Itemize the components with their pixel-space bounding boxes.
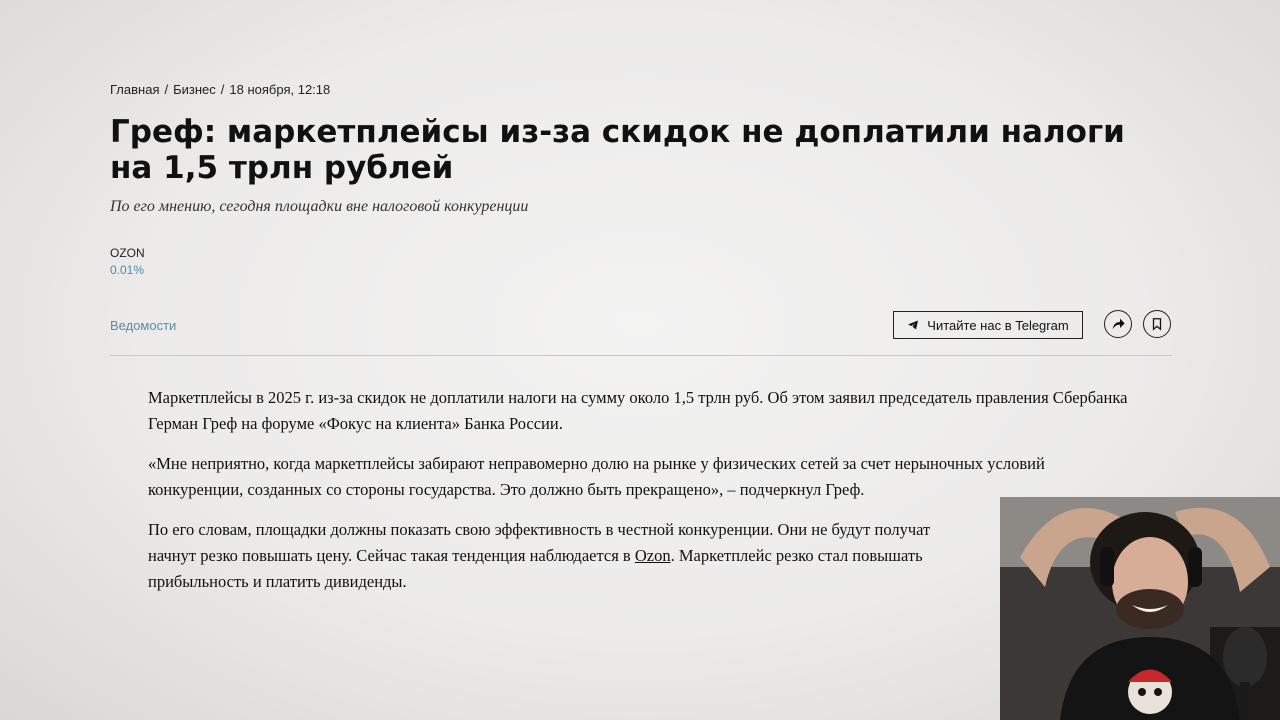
breadcrumb-section[interactable]: Бизнес	[173, 82, 216, 97]
ticker-change: 0.01%	[110, 263, 145, 277]
share-arrow-icon	[1110, 316, 1126, 332]
article-paragraph	[148, 517, 1138, 595]
paragraph-text: По его словам, площадки должны показать свою эффективность в честной конкуренции. Они не будут получат	[148, 520, 931, 539]
paragraph-text: прибыльность и платить дивиденды.	[148, 572, 407, 591]
telegram-subscribe-button[interactable]	[893, 311, 1083, 339]
article-date: 18 ноября, 12:18	[229, 82, 331, 97]
breadcrumb	[110, 82, 330, 97]
ticker-widget[interactable]	[110, 246, 145, 277]
article-subtitle: По его мнению, сегодня площадки вне налоговой конкуренции	[110, 198, 529, 215]
bookmark-icon	[1150, 317, 1164, 331]
breadcrumb-separator: /	[220, 82, 225, 97]
paragraph-text: начнут резко повышать цену. Сейчас такая тенденция наблюдается в	[148, 546, 635, 565]
article-title: Греф: маркетплейсы из-за скидок не доплатили налоги на 1,5 трлн рублей	[110, 114, 1125, 186]
article-source[interactable]: Ведомости	[110, 318, 177, 333]
breadcrumb-home[interactable]: Главная	[110, 82, 160, 97]
telegram-plane-icon	[907, 319, 919, 331]
paragraph-text: . Маркетплейс резко стал повышать	[670, 546, 923, 565]
ozon-link[interactable]: Ozon	[634, 546, 671, 565]
streamer-illustration	[1000, 497, 1280, 720]
header-divider	[110, 355, 1172, 356]
share-button[interactable]	[1104, 310, 1132, 338]
breadcrumb-separator: /	[164, 82, 169, 97]
telegram-button-label: Читайте нас в Telegram	[927, 317, 1069, 333]
webcam-overlay	[1000, 497, 1280, 720]
bookmark-button[interactable]	[1143, 310, 1171, 338]
article-body	[148, 385, 1138, 609]
ticker-name: OZON	[110, 246, 145, 260]
article-paragraph: Маркетплейсы в 2025 г. из-за скидок не доплатили налоги на сумму около 1,5 трлн руб. Об этом заявил председатель правления Сбербанка Герман Греф на форуме «Фокус на клиента» Банка России.	[148, 388, 1128, 433]
article-paragraph: «Мне неприятно, когда маркетплейсы забирают неправомерно долю на рынке у физических сетей за счет нерыночных условий конкуренции, созданных со стороны государства. Это должно быть прекращено», – подчеркнул Греф.	[148, 454, 1045, 499]
